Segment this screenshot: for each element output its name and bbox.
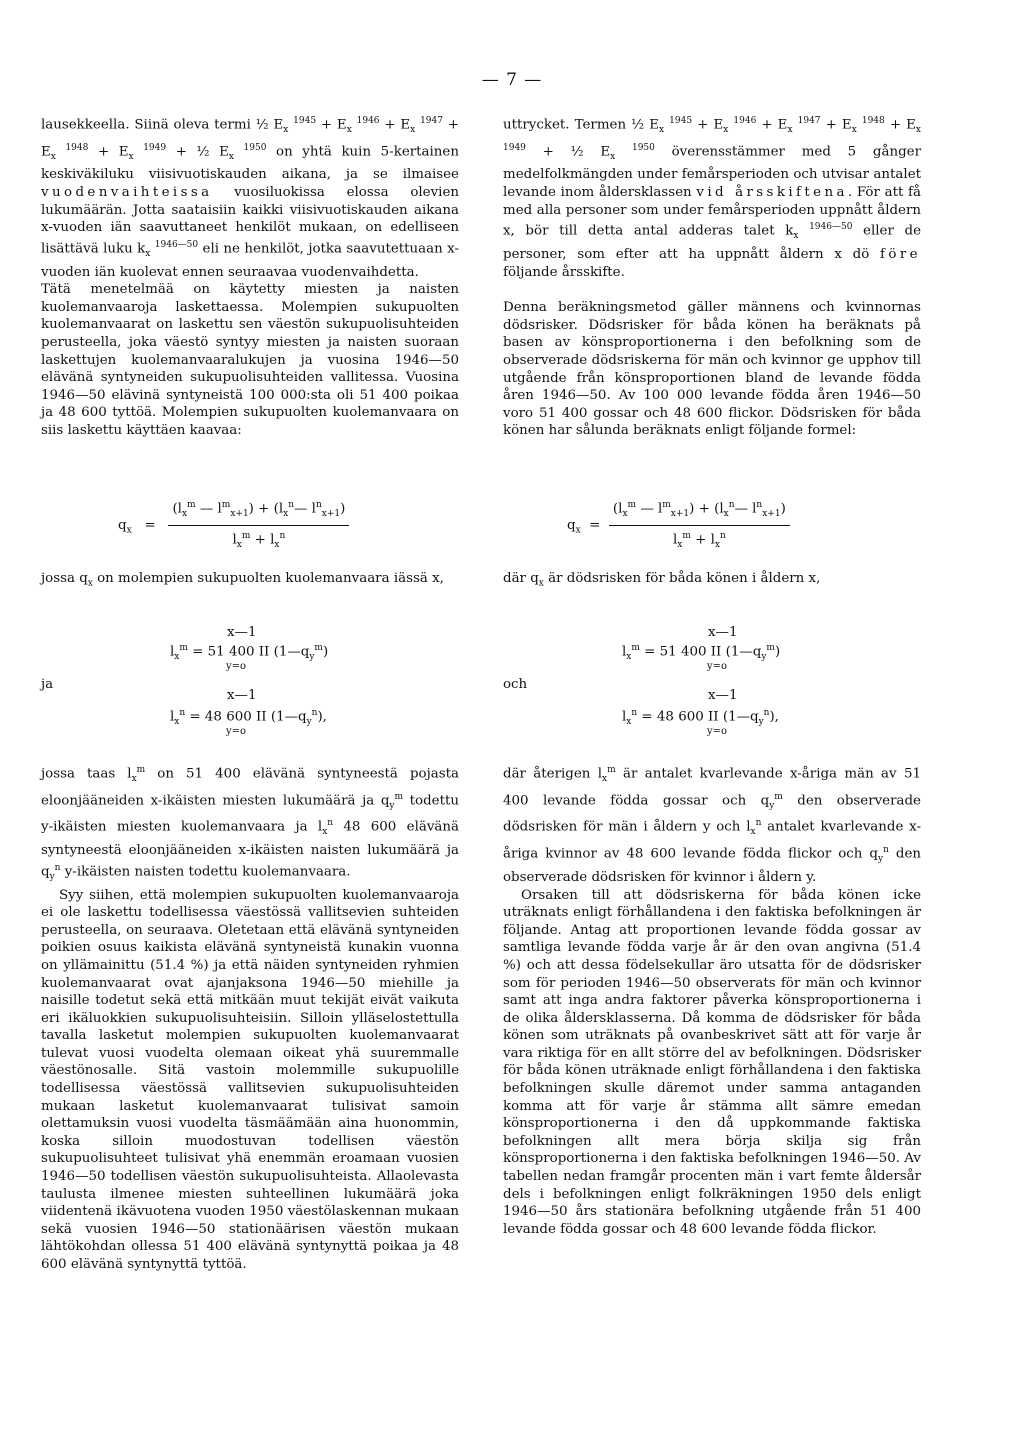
- left-reason-paragraph: Syy siihen, että molempien sukupuolten kuolemanvaaroja ei ole laskettu todellisessa väestössä vallitsevien suhteiden perusteella, on seuraava. Oletetaan että elävänä syntyneiden poikien osuus kaikista elävänä syntyneistä kunakin vuonna on yllämainittu (51.4 %) ja että näiden syntyneiden ryhmien kuolemanvaarat ovat ajanjaksona 1946—50 miehille ja naisille todetut sekä että mitkään muut tekijät eivät vaikuta eri ikäluokkien sukupuolisuhteisiin. Silloin ylläselostettulla tavalla lasketut molempien sukupuolten kuolemanvaarat tulevat vuosi vuodelta olemaan oikeat yhä suuremmalle väestönosalle. Sitä vastoin molemmille sukupuolille todellisessa väestössä vallitsevien sukupuolisuhteiden mukaan lasketut kuolemanvaarat tulisivat samoin olettamuksin vuosi vuodelta täsmäämään aina huonommin, koska silloin muodostuvan todellisen väestön sukupuolisuhteet tulisivat yhä enemmän eroamaan vuosien 1946—50 todellisen väestön sukupuolisuhteista. Allaolevasta taulusta ilmenee miesten suhteellinen lukumäärä joka viidentenä ikävuotena vuoden 1950 väestölaskennan mukaan sekä vuosien 1946—50 stationäärisen väestön mukaan lähtökohdan ollessa 51 400 elävänä syntynyttä poikaa ja 48 600 elävänä syntynyttä tyttöä.: [41, 887, 459, 1272]
- left-lm-formula: $l_x^m = 51$ 400 II $(1—q_y^m)$: [170, 643, 329, 663]
- right-main-formula: [567, 497, 790, 554]
- right-method-paragraph: Denna beräkningsmetod gäller männens och kvinnornas dödsrisker. Dödsrisker för båda könen ha beräknats på basen av könsproportionerna i den befolkning som de observerade dödsriskerna för män och kvinnor ge upphov till utgående från könsproportionen bland de levande födda åren 1946—50. Av 100 000 levande födda åren 1946—50 voro 51 400 gossar och 48 600 flickor. Dödsrisken för båda könen har sålunda beräknats enligt följande formel:: [503, 300, 921, 439]
- right-prod-top-label: x—1: [708, 625, 738, 640]
- right-reason-paragraph: Orsaken till att dödsriskerna för båda könen icke uträknats enligt förhållandena i den faktiska befolkningen är följande. Antag att proportionen levande födda gossar av samtliga levande födda varje år är den ovan angivna (51.4 %) och att dessa födelsekullar äro utsatta för de dödsrisker som för perioden 1946—50 observerats för män och kvinnor samt att inga andra faktorer påverka könsproportionerna i de olika åldersklasserna. Då komma de dödsrisker för båda könen som uträknats på ovanbeskrivet sätt att för varje år vara riktiga för en allt större del av befolkningen. Dödsrisker för båda könen uträknade enligt förhållandena i den faktiska befolkningen skulle däremot under samma antaganden komma att för varje år stämma allt sämre emedan könsproportionerna i den då uppkommande faktiska befolkningen allt mera börja skilja sig från könsproportionerna i den faktiska befolkningen 1946—50. Av tabellen nedan framgår procenten män i vart femte åldersår dels i befolkningen enligt folkräkningen 1950 dels enligt 1946—50 års stationära befolkning utgående från 51 400 levande födda gossar och 48 600 levande födda flickor.: [503, 887, 921, 1237]
- left-main-formula: [118, 497, 349, 554]
- q-lhs: $q_x$: [118, 518, 132, 536]
- right-column-top: [503, 113, 921, 440]
- left-prod-bottom-label: y=o: [226, 661, 247, 672]
- left-definition-paragraph: jossa taas $l_x^m$ on 51 400 elävänä syntyneestä pojasta eloonjääneiden x-ikäisten miesten lukumäärä ja $q_y^m$ todettu y-ikäisten miesten kuolemanvaara ja $l_x^n$ 48 600 elävänä syntyneestä eloonjääneiden x-ikäisten naisten lukumäärä ja $q_y^n$ y-ikäisten naisten todettu kuolemanvaara.: [41, 765, 459, 882]
- right-prod-top-label-2: x—1: [708, 688, 738, 703]
- left-column-bottom: [41, 762, 459, 1274]
- right-after-formula: där $q_x$ är dödsrisken för båda könen i åldern x,: [503, 571, 821, 589]
- q-lhs: $q_x$: [567, 518, 581, 536]
- left-prod-top-label: x—1: [227, 625, 257, 640]
- right-definition-paragraph: där återigen $l_x^m$ är antalet kvarlevande x-åriga män av 51 400 levande födda gossar och $q_y^m$ den observerade dödsrisken för män i åldern y och $l_x^n$ antalet kvarlevande x-åriga kvinnor av 48 600 levande födda flickor och $q_y^n$ den observerade dödsrisken för kvinnor i åldern y.: [503, 765, 921, 885]
- fraction: [609, 497, 790, 554]
- right-prod-bottom-label-2: y=o: [707, 726, 728, 737]
- right-ln-formula: $l_x^n = 48$ 600 II $(1—q_y^n)$,: [622, 708, 779, 728]
- page-number: — 7 —: [481, 70, 543, 90]
- right-prod-bottom-label: y=o: [707, 661, 728, 672]
- right-column-bottom: [503, 762, 921, 1238]
- left-ja-word: ja: [41, 677, 54, 692]
- fraction-numerator: ($l_x^m$ — $l^m_{x+1}$) + ($l_x^n—$ $l^n_{x+1}$): [168, 497, 349, 526]
- left-after-formula: jossa $q_x$ on molempien sukupuolten kuolemanvaara iässä x,: [41, 571, 444, 589]
- left-prod-bottom-label-2: y=o: [226, 726, 247, 737]
- left-ln-formula: $l_x^n = 48$ 600 II $(1—q_y^n)$,: [170, 708, 327, 728]
- fraction: [168, 497, 349, 554]
- right-och-word: och: [503, 677, 528, 692]
- fraction-numerator: ($l_x^m$ — $l^m_{x+1}$) + ($l_x^n—$ $l^n_{x+1}$): [609, 497, 790, 526]
- left-column-top: [41, 113, 459, 440]
- left-method-paragraph: Tätä menetelmää on käytetty miesten ja naisten kuolemanvaaroja laskettaessa. Molempien sukupuolten kuolemanvaarat on laskettu sen väestön sukupuolisuhteiden perusteella, joka väestö syntyy miesten ja naisten suoraan laskettujen kuolemanvaaralukujen ja vuosina 1946—50 elävänä syntyneiden sukupuolisuhteiden vallitessa. Vuosina 1946—50 elävinä syntyneistä 100 000:sta oli 51 400 poikaa ja 48 600 tyttöä. Molempien sukupuolten kuolemanvaara on siis laskettu käyttäen kaavaa:: [41, 282, 459, 438]
- equals-sign: =: [144, 518, 156, 534]
- right-lm-formula: $l_x^m = 51$ 400 II $(1—q_y^m)$: [622, 643, 781, 663]
- right-intro-paragraph: uttrycket. Termen ½ $E_x$ $^{1945} + E_x$ $^{1946} + E_x$ $^{1947} + E_x$ $^{1948} + E_x$ $^{1949}$ + ½ $E_x$ $^{1950}$ överensstämmer med 5 gånger medelfolkmängden under femårsperioden och utvisar antalet levande inom åldersklassen vid årsskiftena. För att få med alla personer som under femårsperioden uppnått åldern x, bör till detta antal adderas talet $k_x$ $^{1946—50}$ eller de personer, som efter att ha uppnått åldern x dö före följande årsskifte.: [503, 116, 921, 280]
- fraction-denominator: $l_x^m + l_x^n$: [672, 531, 726, 551]
- left-intro-paragraph: lausekkeella. Siinä oleva termi ½ $E_x$ $^{1945} + E_x$ $^{1946} + E_x$ $^{1947} + E_x$ $^{1948} + E_x$ $^{1949}$ + ½ $E_x$ $^{1950}$ on yhtä kuin 5-kertainen keskiväkiluku viisivuotiskauden aikana, ja se ilmaisee vuodenvaihteissa vuosiluokissa elossa olevien lukumäärän. Jotta saataisiin kaikki viisivuotiskauden aikana x-vuoden iän saavuttaneet henkilöt mukaan, on edelliseen lisättävä luku $k_x$ $^{1946—50}$ eli ne henkilöt, jotka saavutettuaan x-vuoden iän kuolevat ennen seuraavaa vuodenvaihdetta.: [41, 116, 460, 280]
- left-prod-top-label-2: x—1: [227, 688, 257, 703]
- equals-sign: =: [589, 518, 601, 534]
- fraction-denominator: $l_x^m + l_x^n$: [232, 531, 286, 551]
